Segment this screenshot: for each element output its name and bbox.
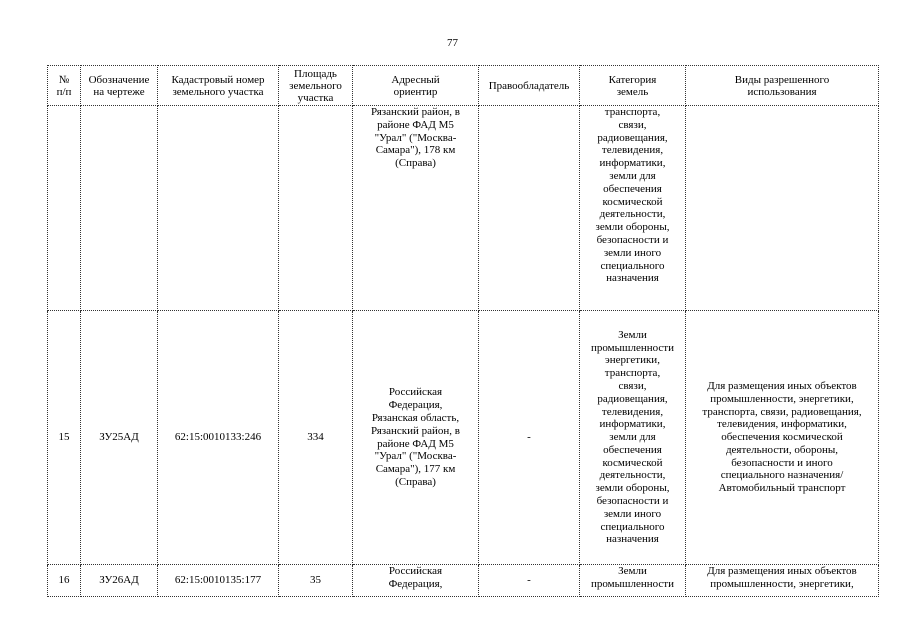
cell-category: транспорта, связи, радиовещания, телевидения, информатики, земли для обеспечения космической деятельности, земли обороны, безопасности и земли иного специального назначения (580, 106, 686, 311)
cell-cadastral (158, 106, 279, 311)
cell-designation (81, 106, 158, 311)
header-category: Категория земель (580, 66, 686, 106)
cell-owner: - (479, 565, 580, 597)
cell-address: Рязанский район, в районе ФАД М5 "Урал" ("Москва- Самара"), 178 км (Справа) (353, 106, 479, 311)
page-number: 77 (447, 37, 458, 49)
cell-area: 334 (279, 311, 353, 565)
cell-num: 15 (48, 311, 81, 565)
cell-cadastral: 62:15:0010133:246 (158, 311, 279, 565)
cell-cadastral: 62:15:0010135:177 (158, 565, 279, 597)
header-area: Площадь земельного участка (279, 66, 353, 106)
cell-permitted-use: Для размещения иных объектов промышленности, энергетики, транспорта, связи, радиовещания, телевидения, информатики, обеспечения космической деятельности, обороны, безопасности и иного специального назначения/ Автомобильный транспорт (686, 311, 879, 565)
header-num: № п/п (48, 66, 81, 106)
table-row (48, 311, 879, 565)
cell-owner (479, 106, 580, 311)
header-address: Адресный ориентир (353, 66, 479, 106)
table-row (48, 565, 879, 597)
cell-designation: ЗУ26АД (81, 565, 158, 597)
land-plots-table (47, 65, 879, 597)
header-designation: Обозначение на чертеже (81, 66, 158, 106)
cell-permitted-use (686, 106, 879, 311)
cell-area: 35 (279, 565, 353, 597)
table-header-row (48, 66, 879, 106)
cell-category: Земли промышленности (580, 565, 686, 597)
header-cadastral: Кадастровый номер земельного участка (158, 66, 279, 106)
table-row-continued (48, 106, 879, 311)
cell-area (279, 106, 353, 311)
cell-permitted-use: Для размещения иных объектов промышленности, энергетики, (686, 565, 879, 597)
cell-address: Российская Федерация, Рязанская область, Рязанский район, в районе ФАД М5 "Урал" ("Москва- Самара"), 177 км (Справа) (353, 311, 479, 565)
cell-address: Российская Федерация, (353, 565, 479, 597)
cell-num (48, 106, 81, 311)
cell-num: 16 (48, 565, 81, 597)
cell-designation: ЗУ25АД (81, 311, 158, 565)
header-permitted-use: Виды разрешенного использования (686, 66, 879, 106)
header-owner: Правообладатель (479, 66, 580, 106)
cell-category: Земли промышленности энергетики, транспорта, связи, радиовещания, телевидения, информатики, земли для обеспечения космической деятельности, земли обороны, безопасности и земли иного специального назначения (580, 311, 686, 565)
cell-owner: - (479, 311, 580, 565)
